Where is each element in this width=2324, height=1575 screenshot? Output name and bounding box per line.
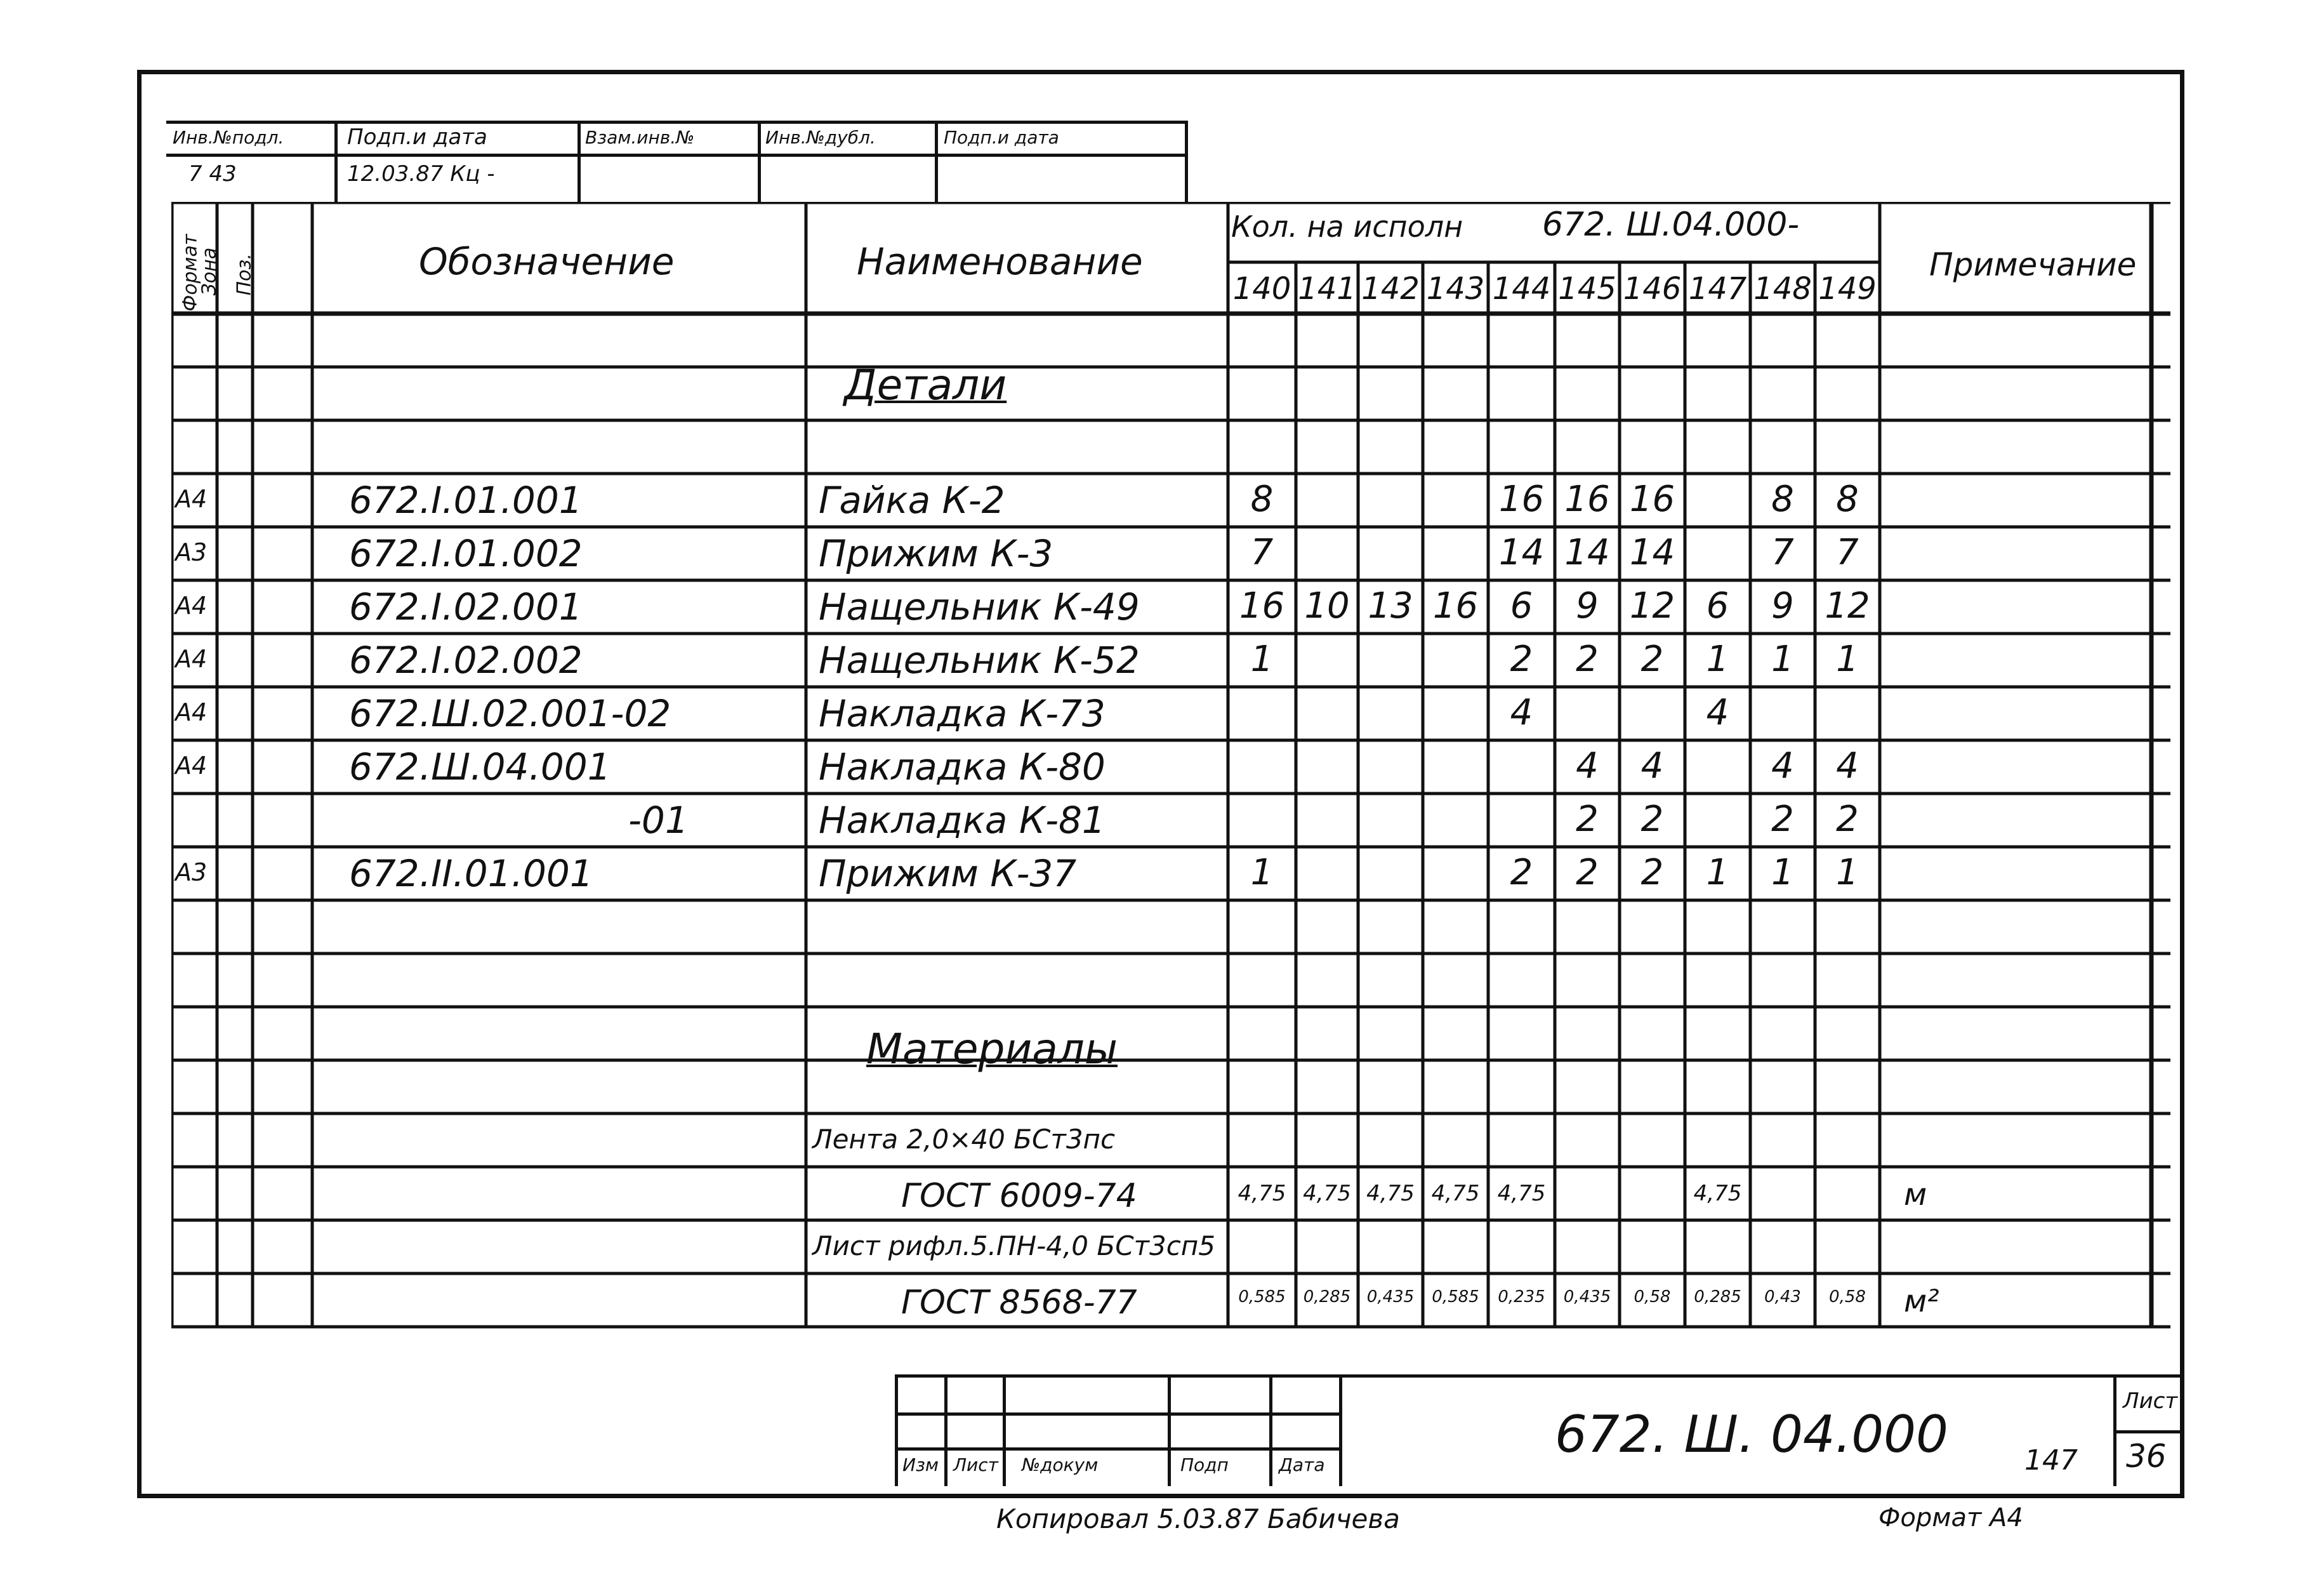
material-qty: 4,75	[1497, 1181, 1546, 1206]
material-qty: 0,435	[1366, 1287, 1415, 1306]
material-qty: 4,75	[1366, 1181, 1415, 1206]
title-block	[895, 1374, 2180, 1486]
material-qty: 4,75	[1431, 1181, 1480, 1206]
material-qty: 0,285	[1694, 1287, 1741, 1306]
approval-header-3: Взам.инв.№	[585, 127, 695, 148]
title-label-sheet: Лист	[953, 1454, 998, 1475]
page-number: 147	[2024, 1444, 2078, 1477]
material-name: Лист рифл.5.ПН-4,0 БСт3сп5	[812, 1230, 1215, 1261]
material-qty: 4,75	[1238, 1181, 1286, 1206]
row-qty: 2	[1641, 852, 1664, 893]
row-designation: -01	[628, 799, 689, 842]
row-format: А3	[175, 858, 208, 886]
row-format: А3	[175, 538, 208, 566]
row-name: Гайка К-2	[819, 479, 1005, 522]
row-qty: 7	[1771, 532, 1794, 573]
approval-block	[166, 121, 1188, 203]
row-qty: 9	[1771, 585, 1794, 627]
row-qty: 1	[1836, 852, 1859, 893]
row-qty: 2	[1641, 639, 1664, 680]
row-qty: 14	[1564, 532, 1610, 573]
row-name: Нащельник К-49	[819, 585, 1140, 628]
material-note: м²	[1904, 1284, 1939, 1319]
row-qty: 8	[1836, 479, 1859, 520]
row-qty: 8	[1250, 479, 1274, 520]
row-qty: 4	[1576, 745, 1599, 787]
row-qty: 16	[1432, 585, 1479, 627]
header-name: Наименование	[857, 240, 1143, 283]
row-qty: 10	[1304, 585, 1350, 627]
material-qty: 0,585	[1432, 1287, 1479, 1306]
row-designation: 672.Ш.04.001	[349, 745, 611, 788]
title-label-sign: Подп	[1180, 1454, 1229, 1475]
material-qty: 4,75	[1303, 1181, 1351, 1206]
footer-format: Формат А4	[1878, 1503, 2023, 1532]
row-qty: 1	[1771, 852, 1794, 893]
variant-header: 143	[1426, 271, 1485, 307]
header-designation: Обозначение	[419, 240, 675, 283]
footer-copied: Копировал 5.03.87 Бабичева	[996, 1503, 1400, 1534]
row-qty: 9	[1576, 585, 1599, 627]
row-qty: 2	[1576, 639, 1599, 680]
variant-header: 140	[1232, 271, 1291, 307]
title-label-change: Изм	[902, 1454, 939, 1475]
row-name: Накладка К-81	[819, 799, 1106, 842]
header-zone: Зона	[198, 247, 221, 296]
approval-header-4: Инв.№дубл.	[765, 127, 876, 148]
material-qty: 4,75	[1693, 1181, 1742, 1206]
header-note: Примечание	[1929, 246, 2137, 283]
row-qty: 2	[1771, 799, 1794, 840]
material-qty: 0,585	[1238, 1287, 1286, 1306]
material-name: Лента 2,0×40 БСт3пс	[812, 1124, 1116, 1155]
row-qty: 2	[1510, 852, 1533, 893]
row-format: А4	[175, 645, 208, 673]
row-designation: 672.II.01.001	[349, 852, 593, 895]
section-materials: Материалы	[866, 1025, 1118, 1073]
row-qty: 1	[1250, 852, 1274, 893]
title-designation: 672. Ш. 04.000	[1555, 1405, 1948, 1464]
row-qty: 2	[1576, 799, 1599, 840]
material-qty: 0,435	[1563, 1287, 1611, 1306]
row-qty: 7	[1250, 532, 1274, 573]
approval-header-5: Подп.и дата	[944, 127, 1059, 148]
row-qty: 14	[1629, 532, 1675, 573]
variant-header: 148	[1753, 271, 1812, 307]
row-qty: 16	[1239, 585, 1285, 627]
specification-table	[171, 202, 2170, 1364]
row-qty: 7	[1836, 532, 1859, 573]
row-name: Нащельник К-52	[819, 639, 1140, 682]
approval-value-2: 12.03.87 Кц -	[347, 161, 495, 187]
variant-header: 149	[1818, 271, 1877, 307]
row-qty: 12	[1825, 585, 1870, 627]
header-qty-code: 672. Ш.04.000-	[1542, 206, 1800, 244]
row-qty: 4	[1836, 745, 1859, 787]
variant-header: 146	[1623, 271, 1682, 307]
variant-header: 145	[1558, 271, 1616, 307]
row-qty: 13	[1368, 585, 1413, 627]
row-designation: 672.I.01.001	[349, 479, 583, 522]
header-format: Формат	[179, 234, 202, 312]
row-format: А4	[175, 485, 208, 513]
variant-header: 147	[1688, 271, 1747, 307]
row-qty: 1	[1250, 639, 1274, 680]
header-qty-label: Кол. на исполн	[1231, 209, 1463, 244]
row-qty: 1	[1836, 639, 1859, 680]
title-sheet-number: 36	[2126, 1438, 2167, 1475]
approval-header-1: Инв.№подл.	[173, 127, 284, 148]
row-format: А4	[175, 592, 208, 620]
variant-header: 144	[1492, 271, 1551, 307]
material-qty: 0,58	[1634, 1287, 1671, 1306]
row-designation: 672.I.02.002	[349, 639, 583, 682]
row-qty: 16	[1498, 479, 1545, 520]
row-name: Прижим К-3	[819, 532, 1053, 575]
row-format: А4	[175, 752, 208, 780]
row-qty: 6	[1510, 585, 1533, 627]
row-qty: 16	[1629, 479, 1675, 520]
row-qty: 2	[1641, 799, 1664, 840]
row-qty: 8	[1771, 479, 1794, 520]
row-qty: 6	[1706, 585, 1729, 627]
material-note: м	[1904, 1177, 1927, 1213]
row-qty: 14	[1498, 532, 1545, 573]
row-qty: 1	[1771, 639, 1794, 680]
row-designation: 672.Ш.02.001-02	[349, 692, 671, 735]
title-label-date: Дата	[1279, 1454, 1325, 1475]
section-parts: Детали	[844, 361, 1007, 409]
row-qty: 2	[1836, 799, 1859, 840]
row-qty: 16	[1564, 479, 1610, 520]
header-pos: Поз.	[233, 253, 256, 296]
row-designation: 672.I.01.002	[349, 532, 583, 575]
row-name: Накладка К-80	[819, 745, 1106, 788]
approval-header-2: Подп.и дата	[347, 124, 487, 150]
title-sheet-label: Лист	[2123, 1388, 2178, 1414]
material-name: ГОСТ 6009-74	[901, 1177, 1137, 1215]
row-qty: 2	[1510, 639, 1533, 680]
variant-header: 142	[1361, 271, 1420, 307]
row-name: Прижим К-37	[819, 852, 1077, 895]
material-qty: 0,235	[1498, 1287, 1545, 1306]
row-qty: 2	[1576, 852, 1599, 893]
row-qty: 4	[1510, 692, 1533, 733]
variant-header: 141	[1298, 271, 1356, 307]
material-qty: 0,43	[1764, 1287, 1801, 1306]
row-designation: 672.I.02.001	[349, 585, 583, 628]
row-name: Накладка К-73	[819, 692, 1106, 735]
material-qty: 0,285	[1303, 1287, 1351, 1306]
title-label-doc: №докум	[1022, 1454, 1099, 1475]
approval-value-1: 7 43	[188, 161, 237, 187]
row-qty: 4	[1706, 692, 1729, 733]
row-qty: 1	[1706, 639, 1729, 680]
material-qty: 0,58	[1829, 1287, 1866, 1306]
row-qty: 12	[1629, 585, 1675, 627]
material-name: ГОСТ 8568-77	[901, 1284, 1137, 1322]
row-qty: 4	[1641, 745, 1664, 787]
row-qty: 4	[1771, 745, 1794, 787]
row-format: А4	[175, 698, 208, 726]
row-qty: 1	[1706, 852, 1729, 893]
